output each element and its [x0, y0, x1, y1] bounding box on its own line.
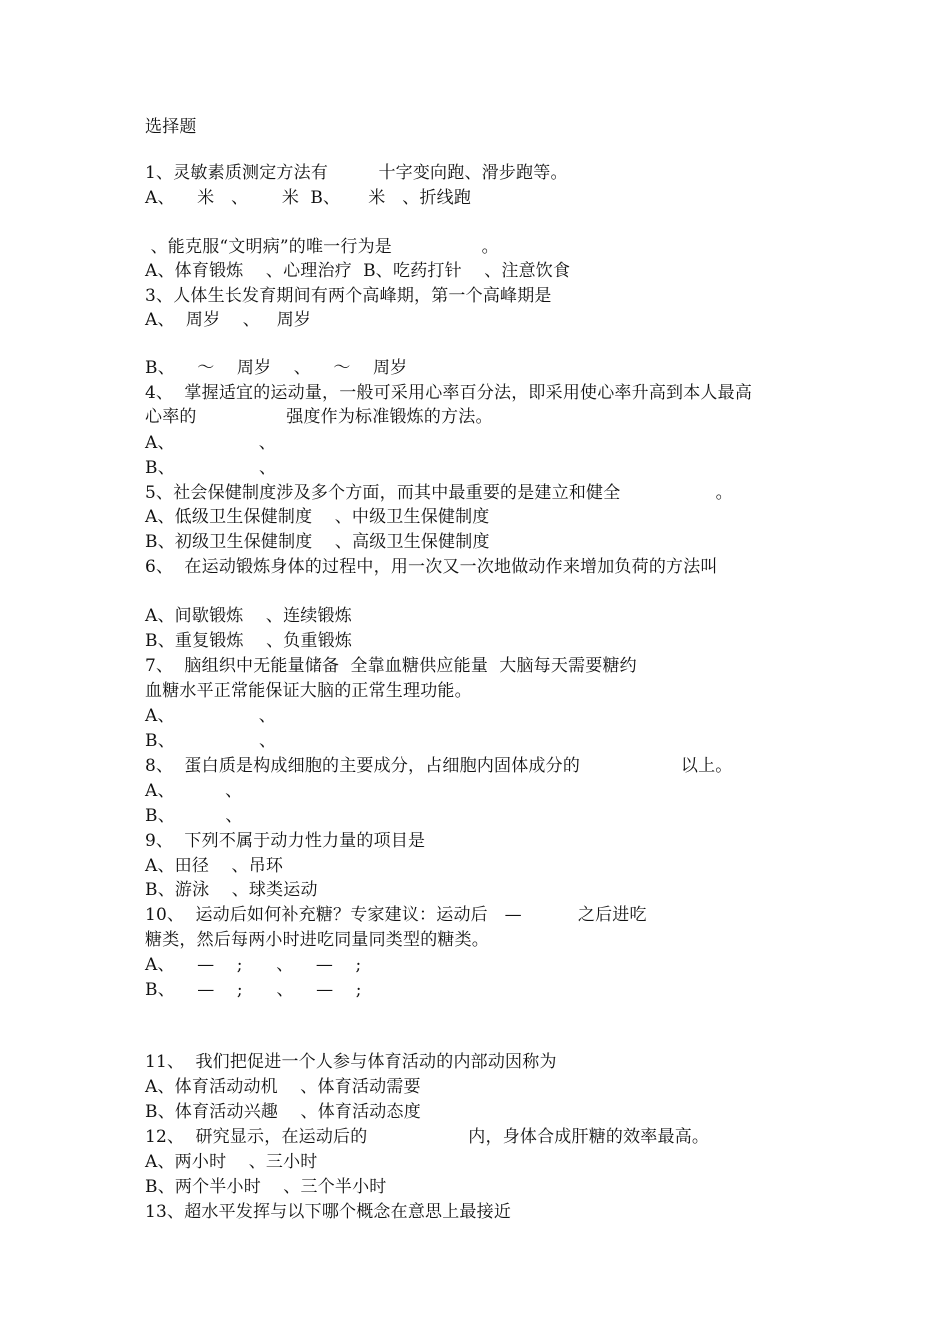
q6-options-a: A、间歇锻炼 、连续锻炼 [145, 606, 352, 626]
q5-options-a: A、低级卫生保健制度 、中级卫生保健制度 [145, 507, 490, 527]
q12-options-b: B、两个半小时 、三个半小时 [145, 1177, 387, 1197]
q7-options-b: B、 、 [145, 731, 277, 751]
q1-options: A、 米 、 米 B、 米 、折线跑 [145, 188, 472, 208]
q7-options-a: A、 、 [145, 706, 276, 726]
question-7-cont: 血糖水平正常能保证大脑的正常生理功能。 [145, 681, 472, 701]
question-13: 13、超水平发挥与以下哪个概念在意思上最接近 [145, 1202, 512, 1222]
q8-options-a: A、 、 [145, 781, 243, 801]
question-4-cont: 心率的 强度作为标准锻炼的方法。 [145, 407, 493, 427]
question-3: 3、人体生长发育期间有两个高峰期，第一个高峰期是 [145, 286, 552, 306]
question-11: 11、 我们把促进一个人参与体育活动的内部动因称为 [145, 1052, 557, 1072]
q3-options-a: A、 周岁 、 周岁 [145, 310, 312, 330]
q12-options-a: A、两小时 、三小时 [145, 1152, 318, 1172]
q4-options-a: A、 、 [145, 433, 276, 453]
question-8: 8、 蛋白质是构成细胞的主要成分，占细胞内固体成分的 以上。 [145, 756, 733, 776]
question-6: 6、 在运动锻炼身体的过程中，用一次又一次地做动作来增加负荷的方法叫 [145, 557, 718, 577]
q6-options-b: B、重复锻炼 、负重锻炼 [145, 631, 353, 651]
q9-options-b: B、游泳 、球类运动 [145, 880, 318, 900]
question-9: 9、 下列不属于动力性力量的项目是 [145, 831, 426, 851]
question-10-cont: 糖类，然后每两小时进吃同量同类型的糖类。 [145, 930, 489, 950]
question-7: 7、 脑组织中无能量储备 全靠血糖供应能量 大脑每天需要糖约 [145, 656, 637, 676]
question-2: 、能克服“文明病”的唯一行为是 。 [145, 237, 499, 257]
q2-options: A、体育锻炼 、心理治疗 B、吃药打针 、注意饮食 [145, 261, 571, 281]
q8-options-b: B、 、 [145, 806, 243, 826]
question-1: 1、灵敏素质测定方法有 十字变向跑、滑步跑等。 [145, 163, 568, 183]
q10-options-a: A、 — ; 、 — ; [145, 955, 362, 975]
question-10: 10、 运动后如何补充糖？专家建议：运动后 — 之后进吃 [145, 905, 647, 925]
q3-options-b: B、 ～ 周岁 、 ～ 周岁 [145, 358, 408, 378]
question-5: 5、社会保健制度涉及多个方面，而其中最重要的是建立和健全 。 [145, 483, 733, 503]
q9-options-a: A、田径 、吊环 [145, 856, 284, 876]
q11-options-a: A、体育活动动机 、体育活动需要 [145, 1077, 421, 1097]
q11-options-b: B、体育活动兴趣 、体育活动态度 [145, 1102, 421, 1122]
section-title: 选择题 [145, 117, 197, 137]
question-4: 4、 掌握适宜的运动量，一般可采用心率百分法，即采用使心率升高到本人最高 [145, 383, 753, 403]
question-12: 12、 研究显示，在运动后的 内，身体合成肝糖的效率最高。 [145, 1127, 710, 1147]
q4-options-b: B、 、 [145, 458, 277, 478]
q10-options-b: B、 — ; 、 — ; [145, 980, 362, 1000]
q5-options-b: B、初级卫生保健制度 、高级卫生保健制度 [145, 532, 490, 552]
